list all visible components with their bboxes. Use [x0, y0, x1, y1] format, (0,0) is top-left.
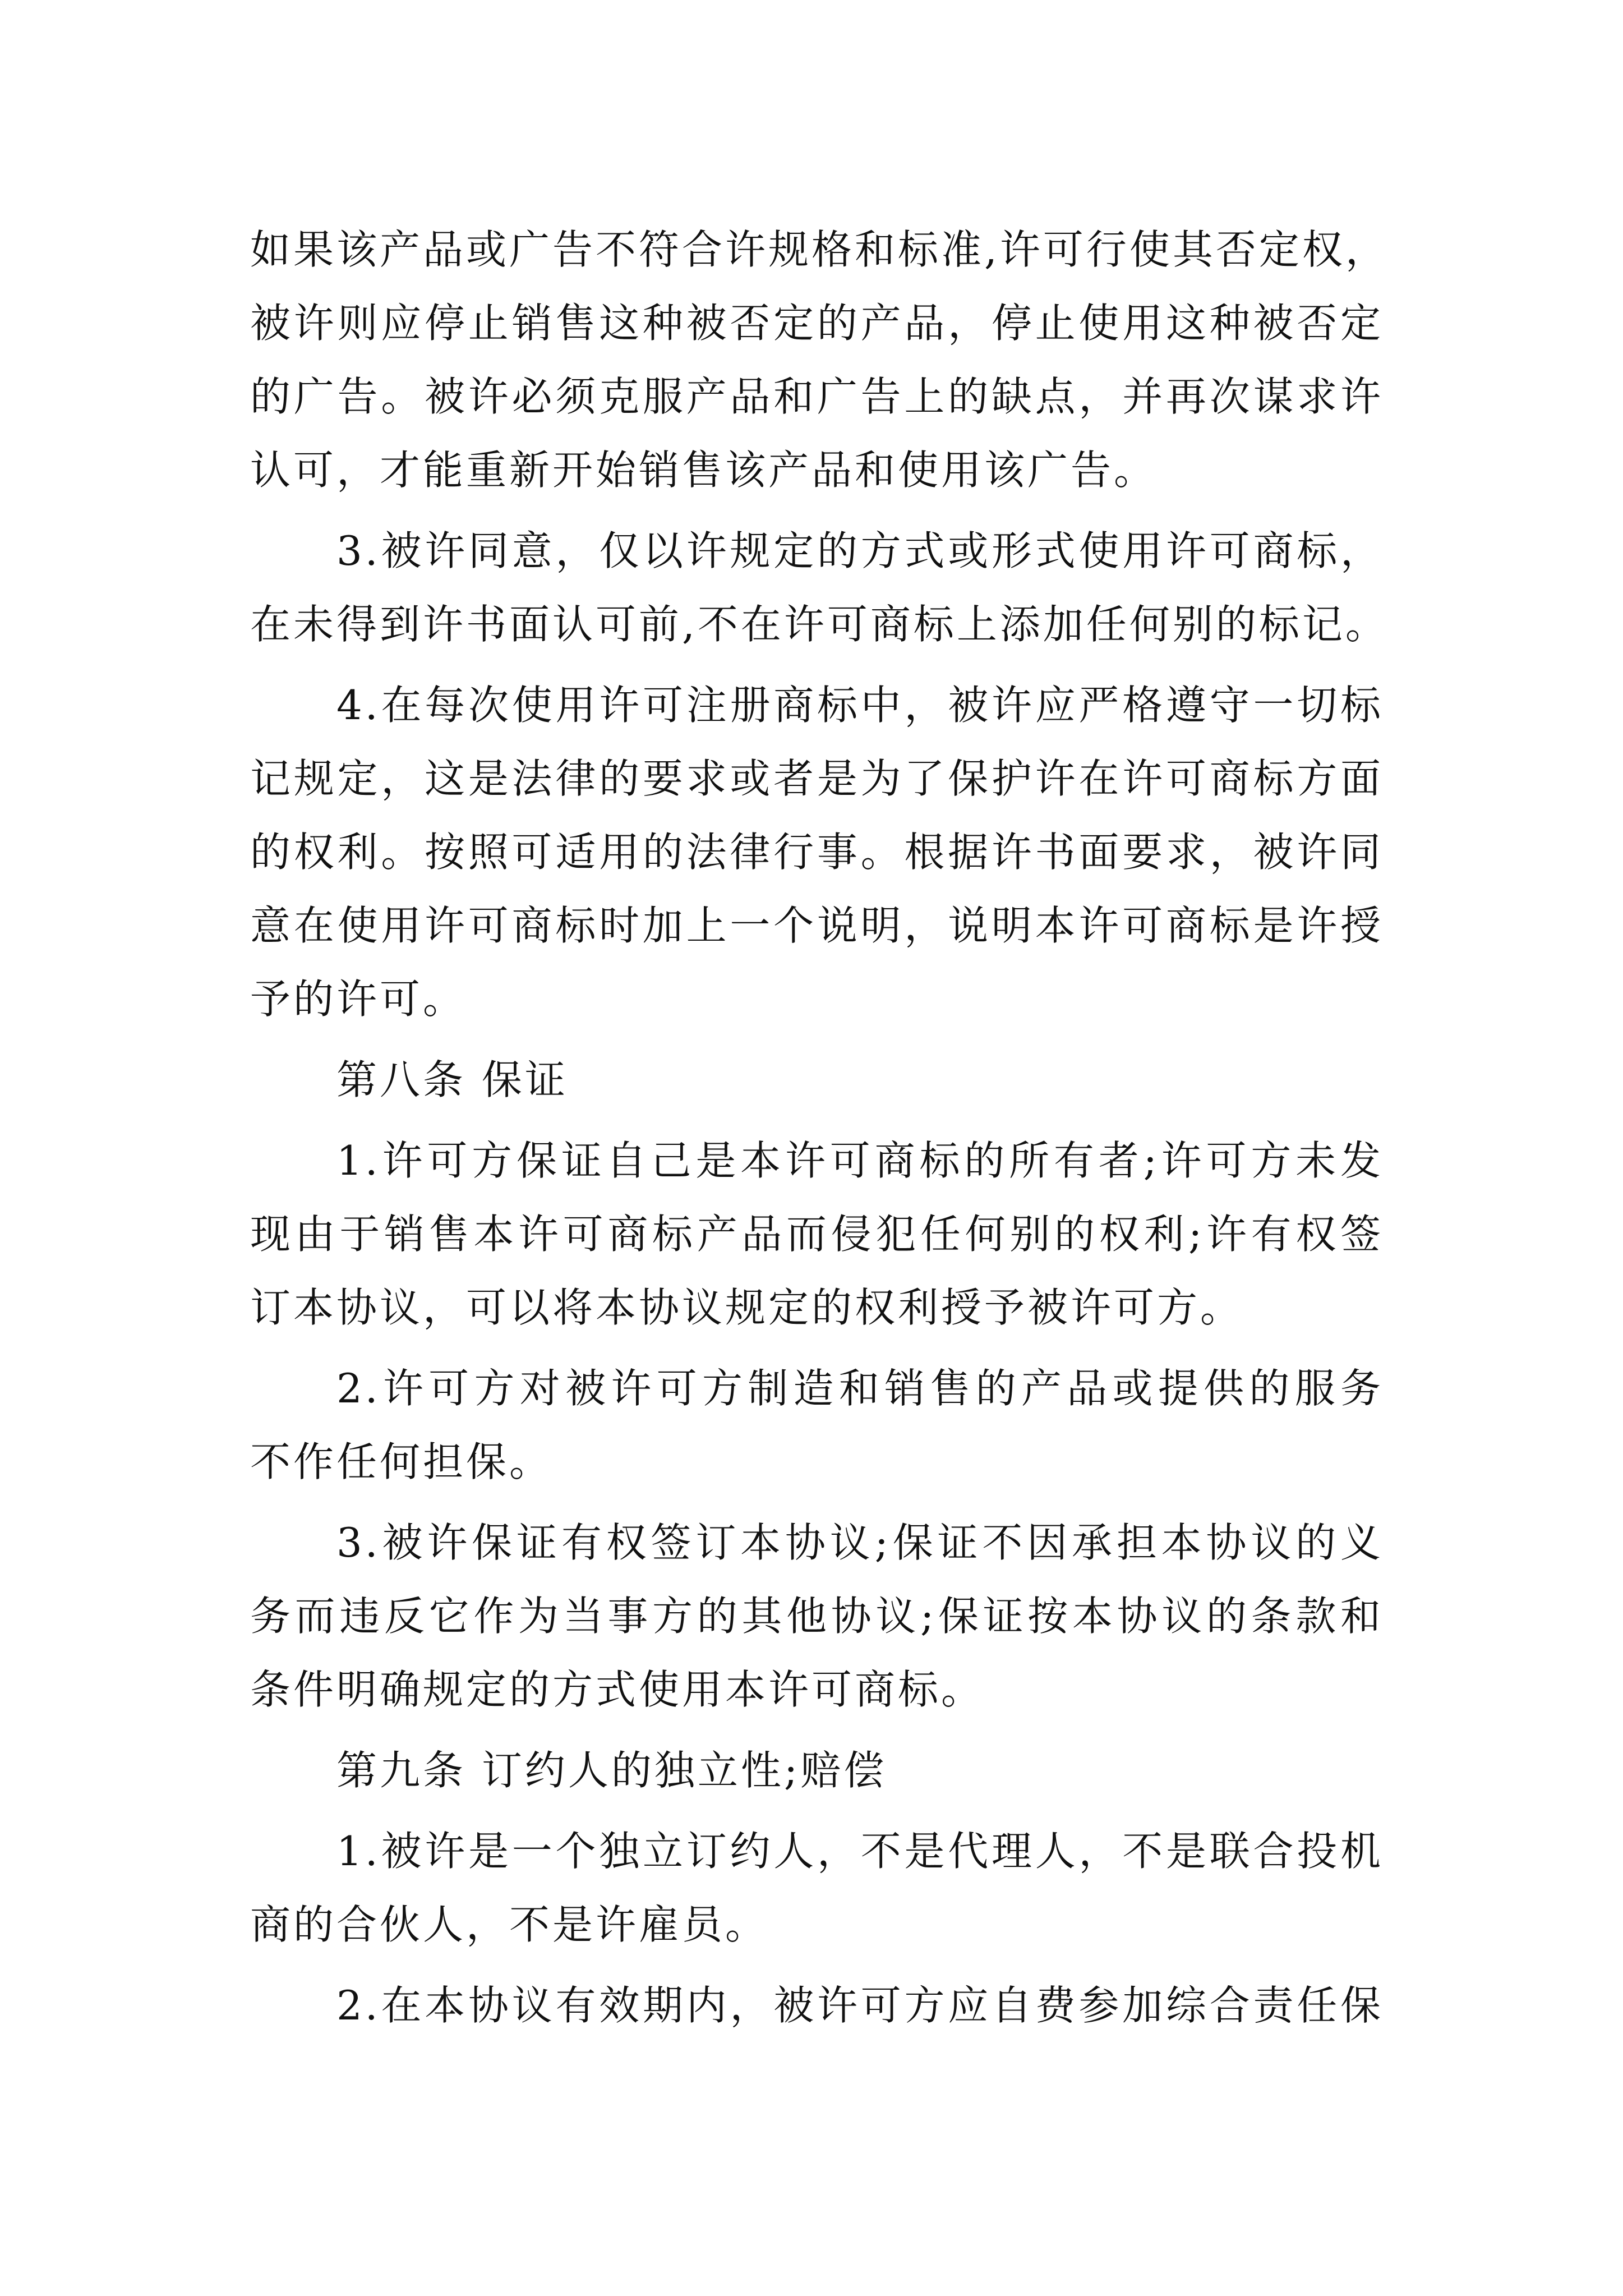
text-line: 认可，才能重新开始销售该产品和使用该广告。: [250, 447, 1158, 494]
text-line: 订本协议，可以将本协议规定的权利授予被许可方。: [250, 1284, 1244, 1331]
text-line: 的广告。被许必须克服产品和广告上的缺点，并再次谋求许: [250, 373, 1384, 420]
paragraph: [250, 1815, 1389, 1962]
text-line: 1.许可方保证自己是本许可商标的所有者;许可方未发: [336, 1137, 1384, 1184]
text-line: 2.许可方对被许可方制造和销售的产品或提供的服务: [336, 1365, 1384, 1412]
text-line: 3.被许保证有权签订本协议;保证不因承担本协议的义: [336, 1519, 1384, 1566]
text-line: 2.在本协议有效期内，被许可方应自费参加综合责任保: [336, 1982, 1384, 2029]
section-heading-text: 第八条 保证: [336, 1056, 568, 1103]
paragraph: [250, 669, 1389, 1036]
text-line: 的权利。按照可适用的法律行事。根据许书面要求，被许同: [250, 829, 1384, 876]
text-line: 意在使用许可商标时加上一个说明，说明本许可商标是许授: [250, 902, 1384, 949]
paragraph: [250, 1506, 1389, 1727]
text-line: 记规定，这是法律的要求或者是为了保护许在许可商标方面: [250, 755, 1384, 802]
document-body: [250, 213, 1389, 2042]
text-line: 在未得到许书面认可前,不在许可商标上添加任何别的标记。: [250, 601, 1389, 648]
text-line: 1.被许是一个独立订约人，不是代理人，不是联合投机: [336, 1828, 1384, 1875]
text-line: 如果该产品或广告不符合许规格和标准,许可行使其否定权，: [250, 226, 1389, 273]
text-line: 务而违反它作为当事方的其他协议;保证按本协议的条款和: [250, 1593, 1384, 1640]
text-line: 现由于销售本许可商标产品而侵犯任何别的权利;许有权签: [250, 1211, 1384, 1258]
text-line: 4.在每次使用许可注册商标中，被许应严格遵守一切标: [336, 682, 1384, 729]
paragraph: [250, 514, 1389, 661]
paragraph: [250, 213, 1389, 507]
paragraph: [250, 1352, 1389, 1499]
paragraph: [250, 1124, 1389, 1345]
text-line: 条件明确规定的方式使用本许可商标。: [250, 1666, 985, 1713]
text-line: 予的许可。: [250, 976, 467, 1023]
section-heading-text: 第九条 订约人的独立性;赔偿: [336, 1747, 887, 1794]
paragraph: [250, 1969, 1389, 2042]
text-line: 被许则应停止销售这种被否定的产品，停止使用这种被否定: [250, 300, 1384, 347]
section-heading: [250, 1734, 1389, 1807]
text-line: 商的合伙人，不是许雇员。: [250, 1901, 769, 1948]
text-line: 不作任何担保。: [250, 1438, 553, 1485]
text-line: 3.被许同意，仅以许规定的方式或形式使用许可商标，: [336, 527, 1384, 574]
section-heading: [250, 1043, 1389, 1117]
